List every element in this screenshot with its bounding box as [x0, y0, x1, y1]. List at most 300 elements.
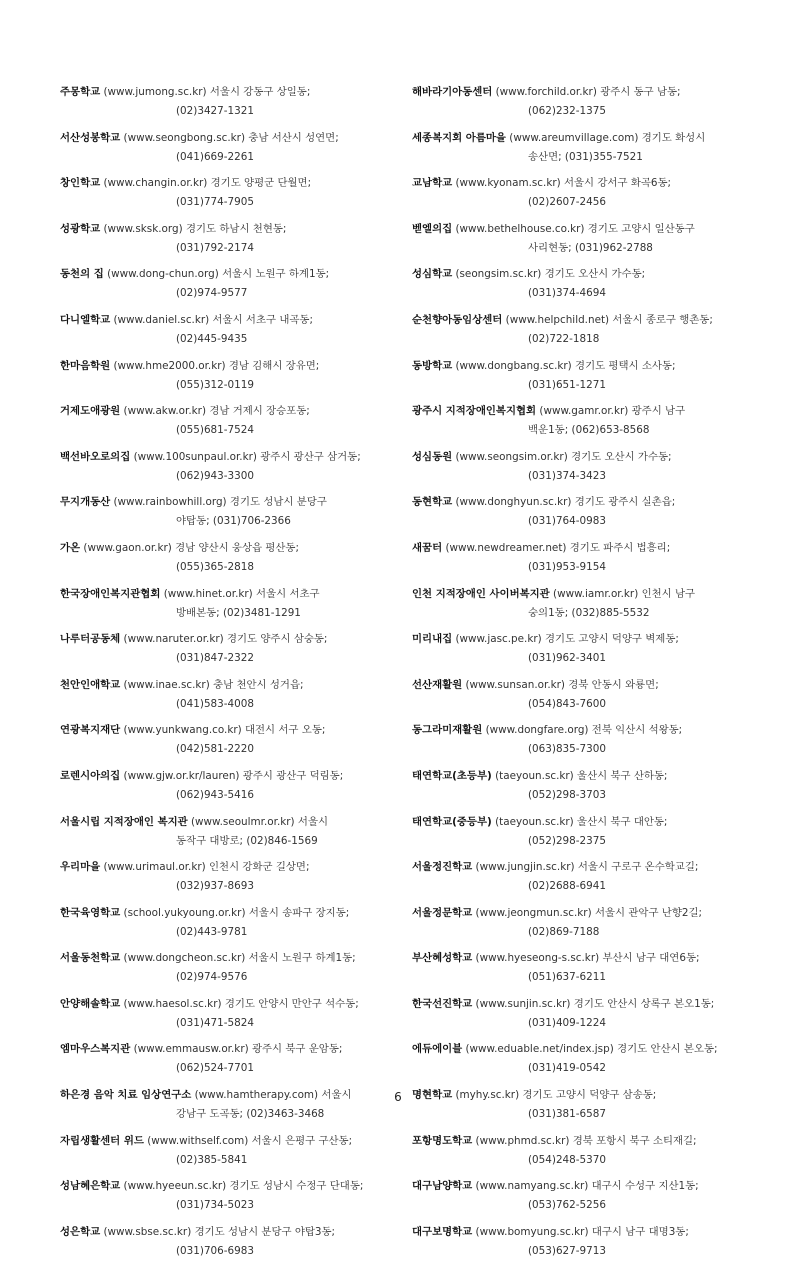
entry-first-line [60, 904, 400, 923]
website-url: (www.seongsim.or.kr) [455, 450, 568, 463]
entry-first-line [412, 83, 752, 102]
contact-line: (041)583-4008 [176, 697, 254, 710]
organization-name: 성심동원 [412, 450, 453, 463]
directory-entry [60, 357, 400, 403]
entry-first-line [412, 129, 752, 148]
directory-entry [412, 402, 752, 448]
address: 인천시 남구 [641, 587, 696, 600]
directory-entry [60, 721, 400, 767]
address: 광주시 광산구 덕림동; [242, 769, 344, 782]
directory-entry [412, 83, 752, 129]
directory-entry [412, 448, 752, 494]
organization-name: 천안인애학교 [60, 678, 121, 691]
entry-first-line [412, 949, 752, 968]
contact-line: (02)445-9435 [176, 332, 248, 345]
directory-entry [412, 265, 752, 311]
organization-name: 에듀에이블 [412, 1043, 463, 1056]
address: 대구시 수성구 지산1동; [591, 1180, 699, 1193]
website-url: (www.akw.or.kr) [123, 405, 206, 418]
address: 경기도 고양시 덕양구 벽제동; [545, 633, 679, 646]
entry-first-line [60, 539, 400, 558]
entry-first-line [60, 311, 400, 330]
directory-entry [60, 1040, 400, 1086]
directory-entry [412, 129, 752, 175]
directory-entry [412, 1223, 752, 1268]
address: 경기도 평택시 소사동; [575, 359, 676, 372]
address: 서울시 노원구 하계1동; [248, 952, 356, 965]
directory-entry [60, 220, 400, 266]
organization-name: 한국육영학교 [60, 906, 121, 919]
organization-name: 광주시 지적장애인복지협회 [412, 405, 537, 418]
entry-first-line [60, 767, 400, 786]
entry-first-line [412, 220, 752, 239]
contact-line: (055)312-0119 [176, 378, 254, 391]
website-url: (www.changin.or.kr) [103, 177, 208, 190]
address: 경남 김해시 장유면; [228, 359, 320, 372]
entry-first-line [60, 129, 400, 148]
directory-entry [412, 220, 752, 266]
contact-line: (051)637-6211 [528, 971, 606, 984]
contact-line: (031)651-1271 [528, 378, 606, 391]
address: 경북 포항시 북구 소티재길; [572, 1134, 697, 1147]
address: 경기도 성남시 분당구 [229, 496, 327, 509]
website-url: (www.haesol.sc.kr) [123, 997, 222, 1010]
website-url: (www.areumvillage.com) [509, 131, 639, 144]
address: 대구시 남구 대명3동; [591, 1225, 689, 1238]
address: 경기도 오산시 가수동; [571, 450, 672, 463]
contact-line: 숭의1동; (032)885-5532 [528, 606, 650, 619]
website-url: (taeyoun.sc.kr) [495, 815, 574, 828]
address: 서울시 [297, 815, 329, 828]
organization-name: 자립생활센터 위드 [60, 1134, 144, 1147]
address: 울산시 북구 산하동; [577, 769, 668, 782]
website-url: (school.yukyoung.or.kr) [123, 906, 246, 919]
entry-first-line [60, 1223, 400, 1242]
address: 경남 거제시 장승포동; [209, 405, 310, 418]
website-url: (www.eduable.net/index.jsp) [465, 1043, 614, 1056]
address: 경기도 고양시 덕양구 삼송동; [522, 1089, 657, 1102]
contact-line: (02)385-5841 [176, 1153, 248, 1166]
contact-line: 강남구 도곡동; (02)3463-3468 [176, 1108, 325, 1121]
organization-name: 순천향아동임상센터 [412, 313, 503, 326]
entry-first-line [60, 1177, 400, 1196]
address: 경북 안동시 와룡면; [568, 678, 659, 691]
address: 서울시 관악구 난향2길; [594, 906, 703, 919]
organization-name: 성광학교 [60, 222, 101, 235]
contact-line: (031)374-4694 [528, 287, 606, 300]
entry-first-line [60, 1132, 400, 1151]
directory-entry [60, 767, 400, 813]
contact-line: (063)835-7300 [528, 743, 606, 756]
website-url: (www.kyonam.sc.kr) [455, 177, 561, 190]
directory-entry [60, 949, 400, 995]
entry-first-line [60, 220, 400, 239]
organization-name: 명현학교 [412, 1089, 453, 1102]
website-url: (www.hamtherapy.com) [194, 1089, 319, 1102]
website-url: (www.namyang.sc.kr) [475, 1180, 589, 1193]
entry-first-line [60, 676, 400, 695]
contact-line: (052)298-2375 [528, 834, 606, 847]
address: 서울시 [321, 1089, 352, 1102]
address: 충남 서산시 성연면; [248, 131, 339, 144]
directory-entry [412, 311, 752, 357]
directory-entry [60, 995, 400, 1041]
address: 서울시 강동구 상일동; [209, 86, 311, 98]
organization-name: 성은학교 [60, 1225, 101, 1238]
organization-name: 안양해솔학교 [60, 997, 121, 1010]
entry-first-line [412, 174, 752, 193]
contact-line: (031)953-9154 [528, 560, 606, 573]
entry-first-line [412, 995, 752, 1014]
contact-line: (062)232-1375 [528, 105, 606, 117]
contact-line: (062)943-5416 [176, 788, 254, 801]
contact-line: (031)381-6587 [528, 1108, 606, 1121]
contact-line: (053)762-5256 [528, 1199, 606, 1212]
address: 경기도 오산시 가수동; [544, 268, 646, 281]
address: 경기도 성남시 분당구 야탑3동; [194, 1225, 336, 1238]
directory-entry [60, 858, 400, 904]
website-url: (www.jungjin.sc.kr) [475, 861, 575, 874]
contact-line: (02)3427-1321 [176, 105, 254, 117]
organization-name: 창인학교 [60, 177, 101, 190]
directory-entry [412, 357, 752, 403]
contact-line: (02)974-9576 [176, 971, 248, 984]
website-url: (www.jasc.pe.kr) [455, 633, 542, 646]
directory-entry [60, 1177, 400, 1223]
directory-entry [412, 767, 752, 813]
directory-entry [412, 858, 752, 904]
entry-first-line [60, 402, 400, 421]
address: 충남 천안시 성거읍; [213, 678, 304, 691]
entry-first-line [412, 1132, 752, 1151]
organization-name: 우리마을 [60, 861, 101, 874]
organization-name: 서울정문학교 [412, 906, 473, 919]
website-url: (www.hme2000.or.kr) [113, 359, 226, 372]
website-url: (taeyoun.sc.kr) [495, 769, 574, 782]
address: 서울시 구로구 온수학교길; [577, 861, 699, 874]
organization-name: 태연학교(초등부) [412, 769, 492, 782]
contact-line: 야탑동; (031)706-2366 [176, 515, 291, 528]
organization-name: 동현학교 [412, 496, 453, 509]
contact-line: (031)471-5824 [176, 1016, 254, 1029]
contact-line: (02)869-7188 [528, 925, 600, 938]
contact-line: (02)722-1818 [528, 332, 600, 345]
contact-line: 백운1동; (062)653-8568 [528, 424, 650, 437]
directory-entry [60, 129, 400, 175]
directory-entry [60, 585, 400, 631]
entry-first-line [412, 585, 752, 604]
entry-first-line [60, 357, 400, 376]
organization-name: 백선바오로의집 [60, 450, 131, 463]
address: 대전시 서구 오동; [244, 724, 326, 737]
contact-line: (055)365-2818 [176, 560, 254, 573]
directory-entry [412, 813, 752, 859]
address: 서울시 종로구 행촌동; [612, 313, 713, 326]
contact-line: (031)419-0542 [528, 1062, 606, 1075]
entry-first-line [412, 539, 752, 558]
website-url: (www.hinet.or.kr) [163, 587, 253, 600]
directory-entry [412, 1040, 752, 1086]
website-url: (www.bomyung.sc.kr) [475, 1225, 589, 1238]
website-url: (www.rainbowhill.org) [113, 496, 227, 509]
entry-first-line [60, 995, 400, 1014]
directory-entry [412, 1132, 752, 1178]
entry-first-line [412, 265, 752, 284]
organization-name: 미리내집 [412, 633, 453, 646]
contact-line: (032)937-8693 [176, 880, 254, 893]
directory-entry [60, 1223, 400, 1268]
website-url: (www.100sunpaul.or.kr) [133, 450, 257, 463]
organization-name: 성남혜은학교 [60, 1180, 121, 1193]
organization-name: 서울동천학교 [60, 952, 121, 965]
entry-first-line [60, 174, 400, 193]
organization-name: 가온 [60, 541, 81, 554]
entry-first-line [412, 858, 752, 877]
organization-name: 엠마우스복지관 [60, 1043, 131, 1056]
contact-line: (031)734-5023 [176, 1199, 254, 1212]
directory-entry [60, 265, 400, 311]
directory-entry [60, 402, 400, 448]
organization-name: 다니엘학교 [60, 313, 111, 326]
organization-name: 벧엘의집 [412, 222, 453, 235]
organization-name: 해바라기아동센터 [412, 86, 493, 98]
website-url: (www.newdreamer.net) [445, 541, 567, 554]
entry-first-line [412, 357, 752, 376]
directory-entry [412, 904, 752, 950]
address: 인천시 강화군 길상면; [209, 861, 310, 874]
entry-first-line [60, 493, 400, 512]
entry-first-line [60, 721, 400, 740]
website-url: (www.sksk.org) [103, 222, 183, 235]
address: 전북 익산시 석왕동; [591, 724, 683, 737]
organization-name: 동천의 집 [60, 268, 104, 281]
contact-line: (062)524-7701 [176, 1062, 254, 1075]
address: 광주시 동구 남동; [600, 86, 681, 98]
contact-line: (031)774-7905 [176, 196, 254, 209]
website-url: (www.inae.sc.kr) [123, 678, 210, 691]
directory-entry [412, 630, 752, 676]
entry-first-line [60, 630, 400, 649]
website-url: (www.seongbong.sc.kr) [123, 131, 245, 144]
entry-first-line [412, 1177, 752, 1196]
organization-name: 태연학교(중등부) [412, 815, 492, 828]
organization-name: 나루터공동체 [60, 633, 121, 646]
contact-line: (042)581-2220 [176, 743, 254, 756]
contact-line: (062)943-3300 [176, 469, 254, 482]
contact-line: (02)2607-2456 [528, 196, 606, 209]
address: 경기도 화성시 [641, 131, 706, 144]
entry-first-line [412, 904, 752, 923]
directory-entry [412, 585, 752, 631]
organization-name: 새꿈터 [412, 541, 443, 554]
entry-first-line [412, 1040, 752, 1059]
contact-line: (031)706-6983 [176, 1244, 254, 1257]
directory-entry [60, 630, 400, 676]
contact-line: (054)248-5370 [528, 1153, 606, 1166]
entry-first-line [412, 493, 752, 512]
website-url: (seongsim.sc.kr) [455, 268, 542, 281]
organization-name: 동그라미재활원 [412, 724, 483, 737]
organization-name: 선산재활원 [412, 678, 463, 691]
address: 경기도 안산시 상록구 본오1동; [573, 997, 715, 1010]
contact-line: (02)443-9781 [176, 925, 248, 938]
organization-name: 서울정진학교 [412, 861, 473, 874]
organization-name: 성심학교 [412, 268, 453, 281]
address: 서울시 송파구 장지동; [248, 906, 350, 919]
website-url: (www.jumong.sc.kr) [103, 86, 207, 98]
address: 광주시 광산구 삼거동; [260, 450, 361, 463]
organization-name: 서울시립 지적장애인 복지관 [60, 815, 188, 828]
organization-name: 로렌시아의집 [60, 769, 121, 782]
directory-entry [60, 448, 400, 494]
organization-name: 서산성봉학교 [60, 131, 121, 144]
address: 울산시 북구 대안동; [577, 815, 668, 828]
address: 광주시 남구 [631, 405, 686, 418]
contact-line: 사리현동; (031)962-2788 [528, 241, 653, 254]
address: 서울시 서초구 내곡동; [212, 313, 313, 326]
organization-name: 포항명도학교 [412, 1134, 473, 1147]
address: 경기도 안양시 만안구 석수동; [224, 997, 359, 1010]
organization-name: 연광복지재단 [60, 724, 121, 737]
website-url: (www.emmausw.or.kr) [133, 1043, 249, 1056]
address: 경기도 양주시 삼숭동; [226, 633, 328, 646]
organization-name: 한국장애인복지관협회 [60, 587, 161, 600]
contact-line: 송산면; (031)355-7521 [528, 150, 643, 163]
contact-line: (052)298-3703 [528, 788, 606, 801]
address: 경기도 파주시 법흥리; [569, 541, 671, 554]
contact-line: (054)843-7600 [528, 697, 606, 710]
directory-entry [412, 995, 752, 1041]
entry-first-line [60, 949, 400, 968]
directory-entry [60, 83, 400, 129]
entry-first-line [412, 311, 752, 330]
contact-line: (031)374-3423 [528, 469, 606, 482]
address: 경기도 하남시 천현동; [185, 222, 287, 235]
entry-first-line [60, 265, 400, 284]
address: 광주시 북구 운암동; [251, 1043, 343, 1056]
entry-first-line [60, 1040, 400, 1059]
organization-name: 부산혜성학교 [412, 952, 473, 965]
organization-name: 세종복지회 아름마을 [412, 131, 506, 144]
contact-line: (02)2688-6941 [528, 880, 606, 893]
directory-entry [60, 676, 400, 722]
contact-line: (041)669-2261 [176, 150, 254, 163]
website-url: (www.dongfare.org) [485, 724, 589, 737]
website-url: (www.hyeseong-s.sc.kr) [475, 952, 600, 965]
website-url: (www.gjw.or.kr/lauren) [123, 769, 240, 782]
website-url: (www.yunkwang.co.kr) [123, 724, 242, 737]
website-url: (www.urimaul.or.kr) [103, 861, 206, 874]
address: 경기도 안산시 본오동; [617, 1043, 718, 1056]
address: 서울시 강서구 화곡6동; [563, 177, 672, 190]
entry-first-line [60, 83, 400, 102]
directory-entry [60, 1132, 400, 1178]
contact-line: (031)847-2322 [176, 652, 254, 665]
directory-entry [60, 904, 400, 950]
organization-name: 한국선진학교 [412, 997, 473, 1010]
organization-name: 동방학교 [412, 359, 453, 372]
directory-entry [412, 721, 752, 767]
organization-name: 한마음학원 [60, 359, 111, 372]
website-url: (www.dongcheon.sc.kr) [123, 952, 246, 965]
entry-first-line [60, 858, 400, 877]
directory-entry [412, 1177, 752, 1223]
contact-line: (031)409-1224 [528, 1016, 606, 1029]
contact-line: (031)764-0983 [528, 515, 606, 528]
organization-name: 대구보명학교 [412, 1225, 473, 1238]
website-url: (www.donghyun.sc.kr) [455, 496, 572, 509]
directory-entry [60, 493, 400, 539]
address: 부산시 남구 대연6동; [602, 952, 700, 965]
website-url: (www.sbse.sc.kr) [103, 1225, 192, 1238]
contact-line: (02)974-9577 [176, 287, 248, 300]
website-url: (www.dong-chun.org) [107, 268, 219, 281]
entry-first-line [412, 1223, 752, 1242]
address: 경기도 광주시 실촌읍; [574, 496, 676, 509]
website-url: (www.daniel.sc.kr) [113, 313, 210, 326]
entry-first-line [412, 813, 752, 832]
website-url: (www.forchild.or.kr) [495, 86, 597, 98]
contact-line: 방배본동; (02)3481-1291 [176, 606, 301, 619]
contact-line: (055)681-7524 [176, 424, 254, 437]
organization-name: 교남학교 [412, 177, 453, 190]
address: 서울시 노원구 하계1동; [222, 268, 330, 281]
entry-first-line [412, 721, 752, 740]
website-url: (www.helpchild.net) [505, 313, 610, 326]
organization-name: 인천 지적장애인 사이버복지관 [412, 587, 550, 600]
website-url: (www.iamr.or.kr) [553, 587, 639, 600]
directory-entry [60, 813, 400, 859]
organization-name: 대구남양학교 [412, 1180, 473, 1193]
directory-entry [412, 493, 752, 539]
website-url: (www.sunsan.or.kr) [465, 678, 565, 691]
website-url: (www.withself.com) [147, 1134, 249, 1147]
organization-name: 무지개동산 [60, 496, 111, 509]
website-url: (www.jeongmun.sc.kr) [475, 906, 592, 919]
contact-line: 동작구 대방로; (02)846-1569 [176, 834, 318, 847]
contact-line: (031)962-3401 [528, 652, 606, 665]
website-url: (www.bethelhouse.co.kr) [455, 222, 585, 235]
entry-first-line [412, 767, 752, 786]
directory-entry [412, 174, 752, 220]
website-url: (www.phmd.sc.kr) [475, 1134, 570, 1147]
website-url: (www.dongbang.sc.kr) [455, 359, 572, 372]
website-url: (www.seoulmr.or.kr) [191, 815, 295, 828]
entry-first-line [412, 630, 752, 649]
organization-name: 하은경 음악 치료 임상연구소 [60, 1089, 192, 1102]
website-url: (www.hyeeun.sc.kr) [123, 1180, 227, 1193]
entry-first-line [60, 585, 400, 604]
entry-first-line [60, 813, 400, 832]
entry-first-line [412, 676, 752, 695]
website-url: (www.gaon.or.kr) [83, 541, 172, 554]
address: 서울시 은평구 구산동; [251, 1134, 353, 1147]
organization-name: 거제도애광원 [60, 405, 121, 418]
contact-line: (053)627-9713 [528, 1244, 606, 1257]
website-url: (myhy.sc.kr) [455, 1089, 520, 1102]
address: 경기도 성남시 수정구 단대동; [229, 1180, 364, 1193]
entry-first-line [412, 402, 752, 421]
page-number: 6 [394, 1090, 402, 1104]
directory-entry [412, 949, 752, 995]
directory-entry [412, 676, 752, 722]
directory-entry [60, 174, 400, 220]
website-url: (www.naruter.or.kr) [123, 633, 224, 646]
address: 경남 양산시 웅상읍 평산동; [175, 541, 299, 554]
entry-first-line [60, 448, 400, 467]
entry-first-line [412, 448, 752, 467]
directory-entry [60, 311, 400, 357]
